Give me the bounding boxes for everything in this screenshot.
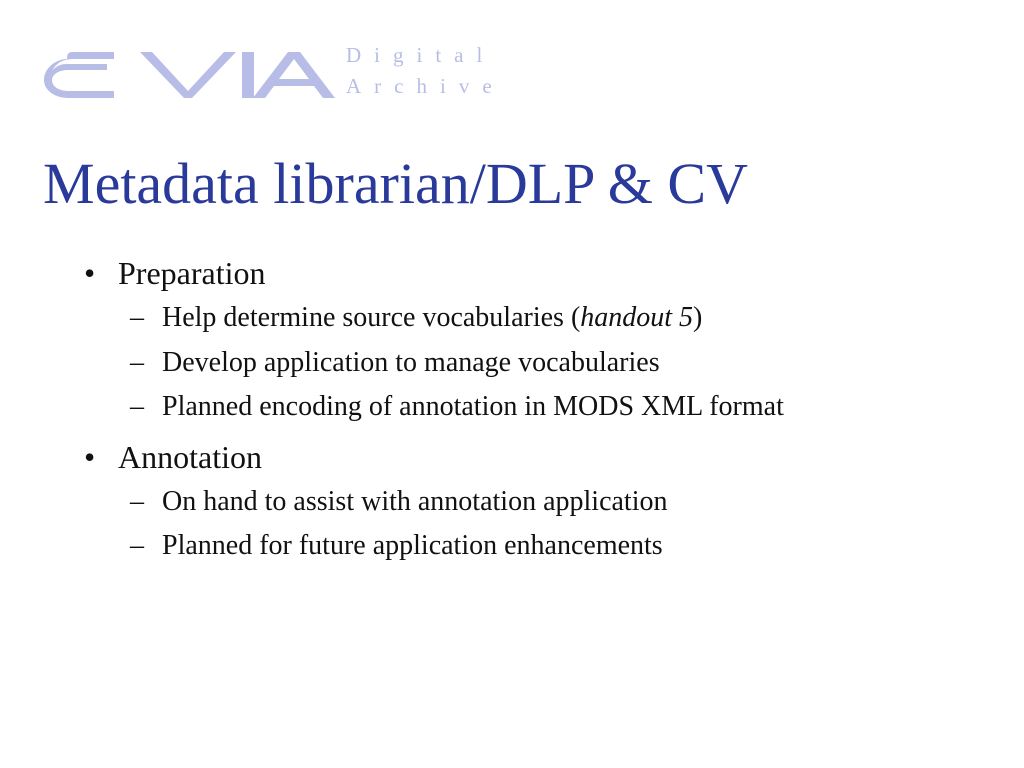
- dash-marker: –: [130, 530, 144, 561]
- bullet-label: Annotation: [118, 438, 262, 475]
- logo-tagline-digital: Digital: [346, 43, 496, 67]
- evia-logo-mark: [38, 42, 338, 102]
- sub-item-assist-annotation: [0, 480, 784, 525]
- logo-tagline-archive: Archive: [346, 74, 505, 98]
- sub-item-future-enhancements: [0, 524, 784, 569]
- dash-marker: –: [130, 346, 144, 378]
- bullet-preparation: [0, 252, 784, 430]
- bullet-marker: •: [84, 438, 96, 475]
- bullet-marker: •: [84, 255, 96, 291]
- logo-tagline: [346, 40, 505, 102]
- sub-item-text: Planned for future application enhancements: [162, 530, 663, 561]
- dash-marker: –: [130, 485, 144, 517]
- sub-item-text: Planned encoding of annotation in MODS XML format: [162, 391, 784, 422]
- sub-item-text-end: ): [693, 302, 703, 333]
- sub-item-source-vocabularies: [0, 296, 784, 341]
- bullet-label: Preparation: [118, 255, 266, 291]
- sub-item-develop-application: [0, 341, 784, 386]
- slide-title: Metadata librarian/DLP & CV: [43, 151, 748, 216]
- sub-item-text-start: Help determine source vocabularies (: [162, 302, 581, 333]
- sub-item-text: Develop application to manage vocabularies: [162, 346, 660, 378]
- handout-reference: handout 5: [580, 302, 694, 333]
- sub-list-preparation: [118, 296, 784, 430]
- bullet-annotation: [0, 436, 784, 569]
- sub-list-annotation: [118, 480, 784, 569]
- slide-body: [0, 252, 784, 575]
- sub-item-mods-encoding: [0, 385, 784, 430]
- dash-marker: –: [130, 302, 144, 333]
- sub-item-text: On hand to assist with annotation application: [162, 485, 668, 517]
- dash-marker: –: [130, 391, 144, 422]
